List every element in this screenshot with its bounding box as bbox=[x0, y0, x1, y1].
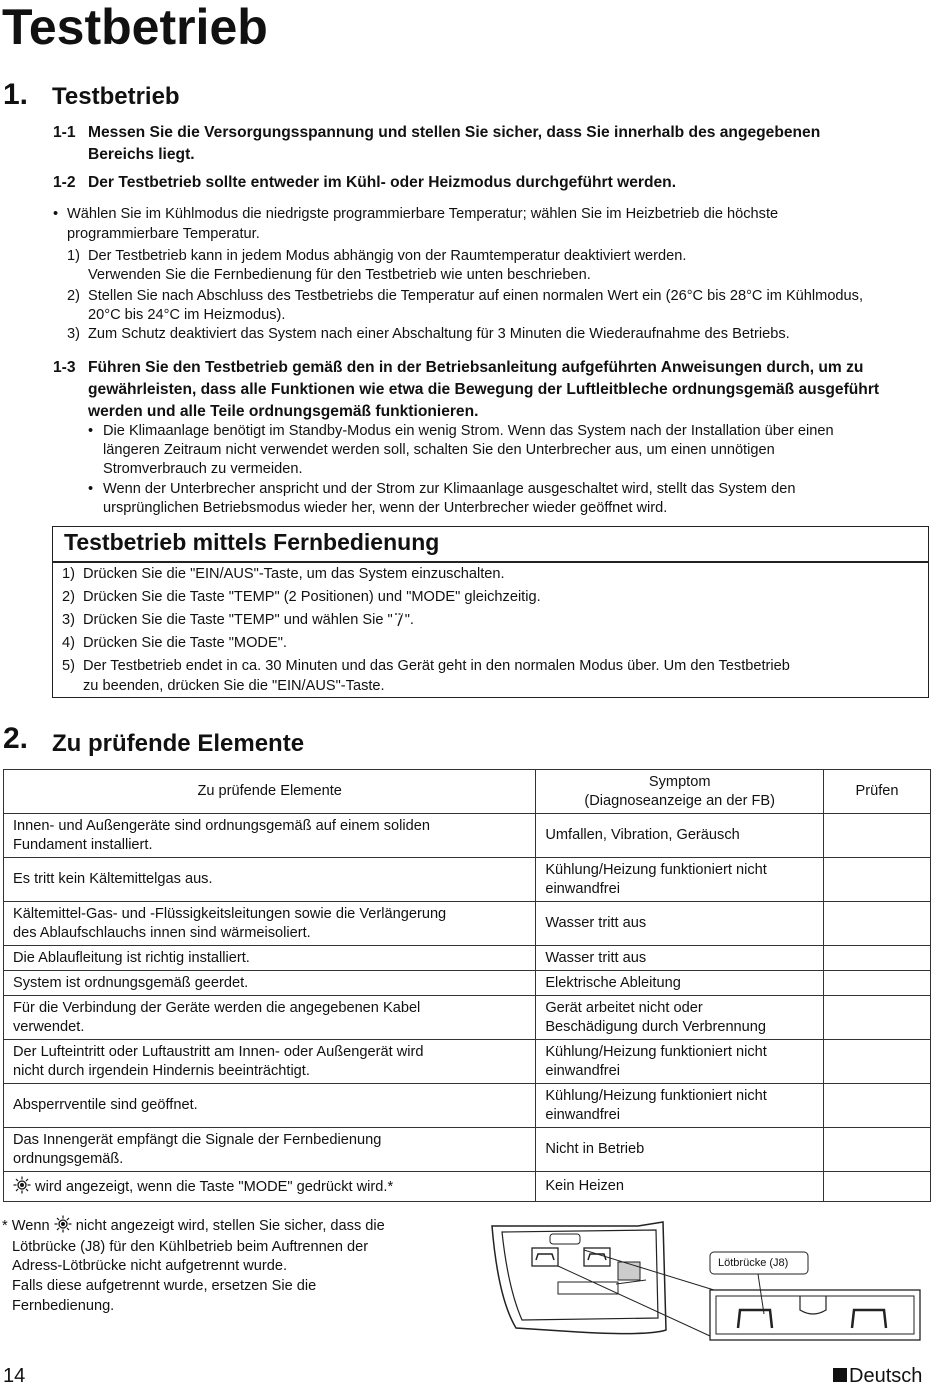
note-2-number: 2) bbox=[67, 288, 80, 304]
jumper-callout-label: Lötbrücke (J8) bbox=[718, 1257, 789, 1269]
row-symptom bbox=[536, 1172, 824, 1202]
row-symptom-line1: Elektrische Ableitung bbox=[545, 974, 681, 991]
row-symptom bbox=[536, 1128, 824, 1172]
remote-box-header bbox=[52, 526, 929, 563]
footnote-star: * Wenn bbox=[2, 1218, 50, 1234]
step-3-text bbox=[83, 610, 414, 630]
row-item-line1: Die Ablaufleitung ist richtig installiert. bbox=[13, 949, 250, 966]
header-symptom-line2: (Diagnoseanzeige an der FB) bbox=[584, 792, 776, 809]
step-4-number: 4) bbox=[62, 635, 75, 651]
note-2-line1: Stellen Sie nach Abschluss des Testbetriebs die Temperatur auf einen normalen Wert ein (26°C bis 28°C im Kühlmodus, bbox=[88, 288, 864, 304]
row-symptom-line1: Gerät arbeitet nicht oder bbox=[545, 999, 703, 1016]
row-symptom bbox=[536, 902, 824, 946]
language-label bbox=[833, 1365, 922, 1388]
remote-box-body bbox=[52, 561, 929, 698]
note-1-line1: Der Testbetrieb kann in jedem Modus abhängig von der Raumtemperatur deaktiviert werden. bbox=[88, 248, 687, 264]
footnote-line1 bbox=[2, 1215, 385, 1236]
footnote-line5: Fernbedienung. bbox=[12, 1298, 115, 1314]
row-item-line1: Das Innengerät empfängt die Signale der Fernbedienung bbox=[13, 1131, 382, 1148]
row-symptom-line1: Wasser tritt aus bbox=[545, 949, 647, 966]
row-item-line2: ordnungsgemäß. bbox=[13, 1150, 124, 1167]
row-symptom bbox=[536, 1084, 824, 1128]
item-1-2-number: 1-2 bbox=[53, 174, 76, 191]
table-row bbox=[4, 858, 931, 902]
row-item-line1: System ist ordnungsgemäß geerdet. bbox=[13, 974, 249, 991]
step-5-text2: zu beenden, drücken Sie die "EIN/AUS"-Taste. bbox=[83, 678, 385, 694]
row-item bbox=[4, 971, 536, 996]
step-3-text-after: ". bbox=[404, 612, 414, 628]
step-1-text: Drücken Sie die "EIN/AUS"-Taste, um das System einzuschalten. bbox=[83, 566, 505, 582]
row-symptom-line1: Kühlung/Heizung funktioniert nicht bbox=[545, 1043, 767, 1060]
row-check-cell[interactable] bbox=[824, 1172, 931, 1202]
header-check: Prüfen bbox=[824, 770, 931, 814]
table-row bbox=[4, 1040, 931, 1084]
sub-bullet-1-line1: Die Klimaanlage benötigt im Standby-Modus ein wenig Strom. Wenn das System nach der Installation über einen bbox=[103, 423, 834, 439]
header-symptom-line1: Symptom bbox=[648, 773, 711, 790]
row-symptom bbox=[536, 1040, 824, 1084]
heating-sun-icon bbox=[54, 1215, 72, 1233]
table-row bbox=[4, 971, 931, 996]
table-row bbox=[4, 814, 931, 858]
row-symptom-line1: Kühlung/Heizung funktioniert nicht bbox=[545, 861, 767, 878]
step-3-text-before: Drücken Sie die Taste "TEMP" und wählen Sie " bbox=[83, 612, 393, 628]
row-item bbox=[4, 1084, 536, 1128]
row-item bbox=[4, 996, 536, 1040]
item-1-3-line2: gewährleisten, dass alle Funktionen wie etwa die Bewegung der Luftleitbleche ordnungsgemäß ausgeführt bbox=[88, 381, 880, 398]
row-symptom bbox=[536, 996, 824, 1040]
language-text: Deutsch bbox=[849, 1365, 923, 1387]
row-item-line1: Der Lufteintritt oder Luftaustritt am Innen- oder Außengerät wird bbox=[13, 1043, 424, 1060]
row-item-line1: Innen- und Außengeräte sind ordnungsgemäß auf einem soliden bbox=[13, 817, 431, 834]
table-row bbox=[4, 1128, 931, 1172]
row-symptom-line2: Beschädigung durch Verbrennung bbox=[545, 1018, 767, 1035]
row-symptom-line1: Wasser tritt aus bbox=[545, 915, 647, 931]
row-item bbox=[4, 1172, 536, 1202]
row-item bbox=[4, 946, 536, 971]
row-symptom bbox=[536, 971, 824, 996]
footnote-line3: Adress-Lötbrücke nicht aufgetrennt wurde. bbox=[12, 1258, 288, 1274]
row-item bbox=[4, 1128, 536, 1172]
table-row bbox=[4, 1084, 931, 1128]
note-1-line2: Verwenden Sie die Fernbedienung für den Testbetrieb wie unten beschrieben. bbox=[88, 267, 591, 283]
row-symptom-line2: einwandfrei bbox=[545, 880, 620, 897]
sub-bullet-dot: • bbox=[88, 423, 94, 439]
item-1-1-number: 1-1 bbox=[53, 124, 76, 141]
item-1-1-line2: Bereichs liegt. bbox=[88, 146, 195, 163]
row-item bbox=[4, 814, 536, 858]
row-symptom-line1: Kühlung/Heizung funktioniert nicht bbox=[545, 1087, 767, 1104]
item-1-1-line1: Messen Sie die Versorgungsspannung und stellen Sie sicher, dass Sie innerhalb des angegebenen bbox=[88, 124, 821, 141]
black-square-icon bbox=[833, 1368, 847, 1382]
row-symptom bbox=[536, 858, 824, 902]
note-3-number: 3) bbox=[67, 326, 80, 342]
item-1-3-number: 1-3 bbox=[53, 359, 76, 376]
item-1-3-line1: Führen Sie den Testbetrieb gemäß den in der Betriebsanleitung aufgeführten Anweisungen durch, um zu bbox=[88, 359, 864, 376]
section-1-title: Testbetrieb bbox=[52, 83, 180, 110]
row-check-cell[interactable] bbox=[824, 946, 931, 971]
row-symptom-line2: einwandfrei bbox=[545, 1106, 620, 1123]
note-2-line2: 20°C bis 24°C im Heizmodus). bbox=[88, 307, 286, 323]
row-item-line2: Fundament installiert. bbox=[13, 836, 153, 853]
row-check-cell[interactable] bbox=[824, 1128, 931, 1172]
sub-bullet-2-line1: Wenn der Unterbrecher anspricht und der Strom zur Klimaanlage ausgeschaltet wird, stellt das System den bbox=[103, 481, 796, 497]
sub-bullet-1-line2: längeren Zeitraum nicht verwendet werden soll, schalten Sie den Unterbrecher aus, um einen unnötigen bbox=[103, 442, 775, 458]
table-row bbox=[4, 946, 931, 971]
page-title: Testbetrieb bbox=[2, 0, 268, 55]
section-2-title: Zu prüfende Elemente bbox=[52, 730, 305, 757]
table-header-row bbox=[4, 770, 931, 814]
row-item-line2: nicht durch irgendein Hindernis beeinträchtigt. bbox=[13, 1062, 310, 1079]
row-check-cell[interactable] bbox=[824, 858, 931, 902]
header-symptom bbox=[536, 770, 824, 814]
row-item-line1: Es tritt kein Kältemittelgas aus. bbox=[13, 871, 213, 887]
page-number: 14 bbox=[3, 1365, 26, 1387]
section-2-number: 2. bbox=[3, 722, 29, 755]
bullet-1-line2: programmierbare Temperatur. bbox=[67, 226, 260, 242]
row-item bbox=[4, 902, 536, 946]
row-symptom bbox=[536, 946, 824, 971]
row-item-line1 bbox=[13, 1176, 526, 1197]
step-5-number: 5) bbox=[62, 658, 75, 674]
step-4-text: Drücken Sie die Taste "MODE". bbox=[83, 635, 287, 651]
row-check-cell[interactable] bbox=[824, 996, 931, 1040]
heating-sun-icon bbox=[13, 1176, 31, 1194]
row-item-line1: Für die Verbindung der Geräte werden die angegebenen Kabel bbox=[13, 999, 421, 1016]
row-symptom-line2: einwandfrei bbox=[545, 1062, 620, 1079]
footnote-line2: Lötbrücke (J8) für den Kühlbetrieb beim Auftrennen der bbox=[12, 1239, 369, 1255]
header-items: Zu prüfende Elemente bbox=[4, 770, 536, 814]
note-1-number: 1) bbox=[67, 248, 80, 264]
item-1-3-line3: werden und alle Teile ordnungsgemäß funktionieren. bbox=[88, 403, 479, 420]
row-item-line1: Kältemittel-Gas- und -Flüssigkeitsleitungen sowie die Verlängerung bbox=[13, 905, 447, 922]
row-item bbox=[4, 858, 536, 902]
bullet-dot: • bbox=[53, 206, 59, 222]
step-1-number: 1) bbox=[62, 566, 75, 582]
row-item-line1: Absperrventile sind geöffnet. bbox=[13, 1097, 198, 1113]
footnote-line4: Falls diese aufgetrennt wurde, ersetzen Sie die bbox=[12, 1278, 317, 1294]
remote-box-title: Testbetrieb mittels Fernbedienung bbox=[64, 529, 440, 555]
footnote-line1-rest: nicht angezeigt wird, stellen Sie sicher, dass die bbox=[71, 1218, 385, 1234]
table-row bbox=[4, 1172, 931, 1202]
row-item bbox=[4, 1040, 536, 1084]
step-2-text: Drücken Sie die Taste "TEMP" (2 Positionen) und "MODE" gleichzeitig. bbox=[83, 589, 541, 605]
row-symptom-line1: Kein Heizen bbox=[545, 1178, 625, 1194]
row-check-cell[interactable] bbox=[824, 814, 931, 858]
sub-bullet-2-line2: ursprünglichen Betriebsmodus wieder her, wenn der Unterbrecher wieder geöffnet wird. bbox=[103, 500, 668, 516]
row-check-cell[interactable] bbox=[824, 902, 931, 946]
remote-pcb-illustration bbox=[488, 1218, 928, 1350]
table-row bbox=[4, 902, 931, 946]
row-symptom-line1: Nicht in Betrieb bbox=[545, 1141, 645, 1157]
item-1-2-text: Der Testbetrieb sollte entweder im Kühl- oder Heizmodus durchgeführt werden. bbox=[88, 174, 677, 191]
row-item-line2: des Ablaufschlauchs innen sind wärmeisoliert. bbox=[13, 924, 311, 941]
section-1-number: 1. bbox=[3, 78, 29, 111]
row-check-cell[interactable] bbox=[824, 971, 931, 996]
row-check-cell[interactable] bbox=[824, 1040, 931, 1084]
row-item-text: wird angezeigt, wenn die Taste "MODE" gedrückt wird.* bbox=[31, 1179, 394, 1195]
step-2-number: 2) bbox=[62, 589, 75, 605]
row-symptom-line1: Umfallen, Vibration, Geräusch bbox=[545, 827, 740, 843]
sub-bullet-dot: • bbox=[88, 481, 94, 497]
bullet-1-line1: Wählen Sie im Kühlmodus die niedrigste programmierbare Temperatur; wählen Sie im Heizbetrieb die höchste bbox=[67, 206, 779, 222]
check-table bbox=[3, 769, 931, 1202]
row-item-line2: verwendet. bbox=[13, 1018, 85, 1035]
step-5-text: Der Testbetrieb endet in ca. 30 Minuten und das Gerät geht in den normalen Modus über. Um den Testbetrieb bbox=[83, 658, 790, 674]
table-row bbox=[4, 996, 931, 1040]
note-3-line1: Zum Schutz deaktiviert das System nach einer Abschaltung für 3 Minuten die Wiederaufnahme des Betriebs. bbox=[88, 326, 790, 342]
seven-segment-display-icon bbox=[393, 612, 405, 628]
row-check-cell[interactable] bbox=[824, 1084, 931, 1128]
step-3-number: 3) bbox=[62, 612, 75, 628]
sub-bullet-1-line3: Stromverbrauch zu vermeiden. bbox=[103, 461, 303, 477]
row-symptom bbox=[536, 814, 824, 858]
